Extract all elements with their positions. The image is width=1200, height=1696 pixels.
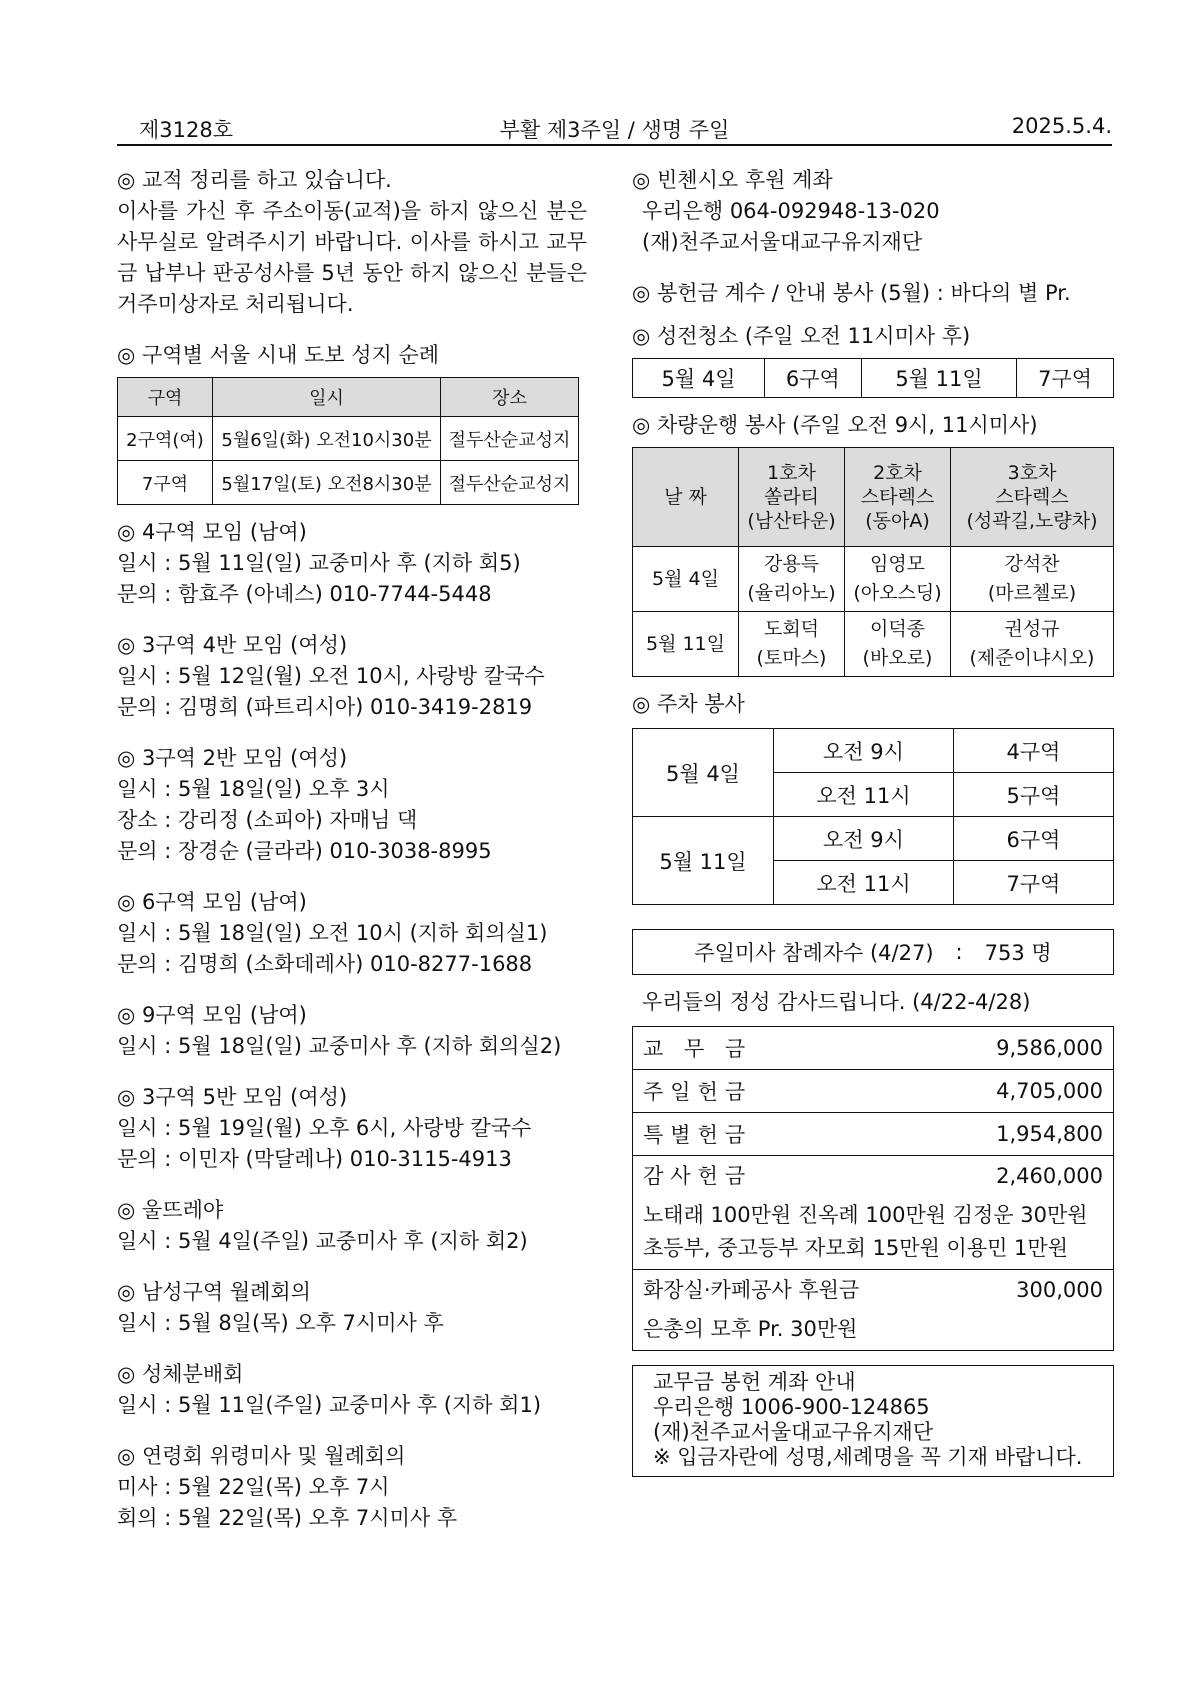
car-route: (동아A) [865, 510, 930, 532]
funeral-association [117, 1441, 587, 1534]
vincent-line: (재)천주교서울대교구유지재단 [642, 230, 923, 254]
meeting-line: 장소 : 강리정 (소피아) 자매님 댁 [117, 808, 418, 832]
eucharist-ministers [117, 1359, 587, 1421]
thanks-line: 우리들의 정성 감사드립니다. (4/22-4/28) [642, 990, 1031, 1014]
offering-label: 특별헌금 [633, 1113, 876, 1156]
table-cell: 5월 4일 [633, 359, 765, 398]
attendance-separator: : [955, 940, 963, 964]
parking-table [632, 728, 1114, 905]
construction-offering-cell [633, 1270, 1114, 1351]
meeting-line: 문의 : 함효주 (아녜스) 010-7744-5448 [117, 582, 492, 606]
car-model: 스타렉스 [860, 486, 935, 508]
vehicle-car-3 [951, 448, 1114, 547]
vehicle-section [632, 410, 1112, 677]
driver-name: 강석찬 [1004, 553, 1060, 575]
meeting-line: 회의 : 5월 22일(목) 오후 7시미사 후 [117, 1506, 458, 1530]
vehicle-date-header: 날 짜 [633, 448, 739, 547]
table-row [633, 359, 1114, 398]
driver-cell [739, 612, 845, 677]
table-cell: 2구역(여) [118, 417, 213, 461]
meeting-line: 일시 : 5월 18일(일) 오후 3시 [117, 777, 390, 801]
pilgrimage-header-datetime: 일시 [213, 378, 441, 417]
meeting-6 [117, 887, 587, 980]
cleaning-section [632, 321, 1112, 398]
meeting-line: 문의 : 김명희 (파트리시아) 010-3419-2819 [117, 695, 533, 719]
car-route: (남산타운) [747, 510, 836, 532]
donor-line: 노태래 100만원 진옥례 100만원 김정운 30만원 [643, 1203, 1088, 1227]
driver-baptismal-name: (토마스) [756, 647, 827, 669]
meeting-line: 문의 : 장경순 (글라라) 010-3038-8995 [117, 839, 492, 863]
meeting-3-2 [117, 743, 587, 867]
table-cell: 절두산순교성지 [441, 461, 579, 505]
table-cell: 7구역 [954, 861, 1114, 905]
account-line: ※ 입금자란에 성명,세례명을 꼭 기재 바랍니다. [653, 1445, 1083, 1469]
offering-amount: 1,954,800 [875, 1113, 1113, 1156]
vehicle-table [632, 447, 1114, 677]
pilgrimage-header-district: 구역 [118, 378, 213, 417]
pilgrimage-section [117, 340, 587, 505]
driver-cell [951, 612, 1114, 677]
attendance-label: 주일미사 참례자수 (4/27) [694, 941, 934, 965]
table-cell: 5월 11일 [633, 612, 739, 677]
counting-service: ◎ 봉헌금 계수 / 안내 봉사 (5월) : 바다의 별 Pr. [632, 281, 1071, 305]
table-cell: 6구역 [954, 817, 1114, 861]
ultreya [117, 1195, 587, 1257]
vincent-line: 우리은행 064-092948-13-020 [642, 199, 940, 223]
driver-name: 도회덕 [763, 618, 820, 640]
parking-title: ◎ 주차 봉사 [632, 692, 745, 716]
driver-cell [739, 547, 845, 612]
meeting-line: 일시 : 5월 18일(일) 오전 10시 (지하 회의실1) [117, 921, 548, 945]
vincent-account [632, 165, 1112, 258]
meeting-title: ◎ 울뜨레야 [117, 1198, 224, 1222]
vehicle-car-1 [739, 448, 845, 547]
table-cell: 절두산순교성지 [441, 417, 579, 461]
issue-number: 제3128호 [139, 118, 234, 142]
meeting-title: ◎ 3구역 4반 모임 (여성) [117, 633, 348, 657]
meeting-title: ◎ 3구역 5반 모임 (여성) [117, 1085, 348, 1109]
meeting-3-5 [117, 1082, 587, 1175]
table-row [633, 1156, 1114, 1270]
thanks-offering-cell [633, 1156, 1114, 1270]
parking-section [632, 689, 1112, 905]
table-cell: 7구역 [118, 461, 213, 505]
table-cell: 5구역 [954, 773, 1114, 817]
meeting-title: ◎ 6구역 모임 (남여) [117, 890, 307, 914]
vehicle-title: ◎ 차량운행 봉사 (주일 오전 9시, 11시미사) [632, 413, 1038, 437]
car-name: 3호차 [1007, 462, 1057, 484]
offering-label: 교 무 금 [633, 1027, 876, 1070]
table-row [633, 612, 1114, 677]
meeting-line: 일시 : 5월 18일(일) 교중미사 후 (지하 회의실2) [117, 1034, 562, 1058]
issue-date: 2025.5.4. [1011, 114, 1112, 138]
driver-cell [845, 547, 951, 612]
registry-body: 이사를 가신 후 주소이동(교적)을 하지 않으신 분은 사무실로 알려주시기 바랍니다. 이사를 하시고 교무금 납부나 판공성사를 5년 동안 하지 않으신 분들은 거주미상자로 처리됩니다. [117, 199, 587, 316]
meeting-line: 일시 : 5월 12일(월) 오전 10시, 사랑방 칼국수 [117, 664, 545, 688]
offering-amount: 4,705,000 [875, 1070, 1113, 1113]
meeting-line: 일시 : 5월 11일(주일) 교중미사 후 (지하 회1) [117, 1393, 542, 1417]
driver-name: 이덕종 [869, 618, 926, 640]
meeting-title: ◎ 남성구역 월례회의 [117, 1280, 311, 1304]
offering-amount: 9,586,000 [875, 1027, 1113, 1070]
meeting-line: 문의 : 이민자 (막달레나) 010-3115-4913 [117, 1147, 512, 1171]
bulletin-header [117, 110, 1112, 146]
table-row [633, 729, 1114, 773]
offering-table [632, 1026, 1114, 1351]
table-cell: 오전 9시 [774, 817, 954, 861]
table-row [118, 461, 579, 505]
vincent-title: ◎ 빈첸시오 후원 계좌 [632, 168, 833, 192]
driver-cell [951, 547, 1114, 612]
offering-label: 감사헌금 [643, 1164, 753, 1188]
driver-baptismal-name: (아오스딩) [853, 582, 942, 604]
table-cell: 6구역 [765, 359, 862, 398]
offering-amount: 2,460,000 [996, 1164, 1103, 1188]
pilgrimage-table [117, 377, 579, 505]
offering-label: 주일헌금 [633, 1070, 876, 1113]
vehicle-car-2 [845, 448, 951, 547]
meeting-line: 일시 : 5월 8일(목) 오후 7시미사 후 [117, 1311, 444, 1335]
meeting-title: ◎ 성체분배회 [117, 1362, 244, 1386]
offering-amount: 300,000 [1016, 1278, 1103, 1302]
donor-line: 은총의 모후 Pr. 30만원 [643, 1317, 858, 1341]
table-cell: 5월6일(화) 오전10시30분 [213, 417, 441, 461]
meeting-line: 일시 : 5월 11일(일) 교중미사 후 (지하 회5) [117, 551, 521, 575]
cleaning-table [632, 358, 1114, 398]
table-row [633, 1070, 1114, 1113]
driver-baptismal-name: (율리아노) [747, 582, 836, 604]
table-cell: 5월 11일 [861, 359, 1017, 398]
car-name: 2호차 [873, 462, 922, 484]
table-cell: 5월 11일 [633, 817, 774, 905]
registry-title: ◎ 교적 정리를 하고 있습니다. [117, 168, 392, 192]
driver-name: 권성규 [1004, 618, 1060, 640]
table-cell: 5월 4일 [633, 729, 774, 817]
left-column [117, 165, 587, 1534]
donor-line: 초등부, 중고등부 자모회 15만원 이용민 1만원 [643, 1236, 1068, 1260]
meeting-9 [117, 1000, 587, 1062]
meeting-title: ◎ 3구역 2반 모임 (여성) [117, 746, 348, 770]
table-cell: 5월 4일 [633, 547, 739, 612]
account-line: 교무금 봉헌 계좌 안내 [653, 1370, 856, 1394]
meeting-title: ◎ 9구역 모임 (남여) [117, 1003, 307, 1027]
table-row [633, 1270, 1114, 1351]
driver-baptismal-name: (제준이냐시오) [969, 647, 1095, 669]
attendance-count: 753 명 [984, 941, 1052, 965]
meeting-title: ◎ 연령회 위령미사 및 월례회의 [117, 1444, 406, 1468]
table-cell: 오전 9시 [774, 729, 954, 773]
meeting-4 [117, 517, 587, 610]
attendance-box [632, 929, 1114, 975]
table-row [633, 1113, 1114, 1156]
account-line: 우리은행 1006-900-124865 [653, 1395, 930, 1419]
liturgical-sunday: 부활 제3주일 / 생명 주일 [499, 118, 730, 142]
table-row [633, 547, 1114, 612]
men-district-meeting [117, 1277, 587, 1339]
pilgrimage-header-place: 장소 [441, 378, 579, 417]
pilgrimage-title: ◎ 구역별 서울 시내 도보 성지 순례 [117, 343, 440, 367]
table-cell: 5월17일(토) 오전8시30분 [213, 461, 441, 505]
car-name: 1호차 [767, 462, 816, 484]
meeting-line: 일시 : 5월 4일(주일) 교중미사 후 (지하 회2) [117, 1229, 528, 1253]
meeting-line: 미사 : 5월 22일(목) 오후 7시 [117, 1475, 390, 1499]
table-row [633, 817, 1114, 861]
driver-baptismal-name: (마르첼로) [987, 582, 1077, 604]
meeting-3-4 [117, 630, 587, 723]
table-cell: 7구역 [1017, 359, 1114, 398]
car-model: 쏠라티 [763, 486, 820, 508]
table-row [118, 417, 579, 461]
tithe-account-box [632, 1365, 1114, 1477]
meeting-title: ◎ 4구역 모임 (남여) [117, 520, 307, 544]
table-row [633, 1027, 1114, 1070]
table-cell: 오전 11시 [774, 773, 954, 817]
offering-label: 화장실·카페공사 후원금 [643, 1278, 860, 1302]
meeting-line: 일시 : 5월 19일(월) 오후 6시, 사랑방 칼국수 [117, 1116, 532, 1140]
table-cell: 4구역 [954, 729, 1114, 773]
driver-name: 임영모 [869, 553, 926, 575]
driver-cell [845, 612, 951, 677]
car-route: (성곽길,노량차) [966, 510, 1098, 532]
meeting-line: 문의 : 김명희 (소화데레사) 010-8277-1688 [117, 952, 533, 976]
registry-notice [117, 165, 587, 320]
table-cell: 오전 11시 [774, 861, 954, 905]
cleaning-title: ◎ 성전청소 (주일 오전 11시미사 후) [632, 324, 971, 348]
account-line: (재)천주교서울대교구유지재단 [653, 1420, 934, 1444]
right-column [632, 165, 1112, 1477]
car-model: 스타렉스 [995, 486, 1069, 508]
driver-baptismal-name: (바오로) [862, 647, 933, 669]
driver-name: 강용득 [763, 553, 820, 575]
